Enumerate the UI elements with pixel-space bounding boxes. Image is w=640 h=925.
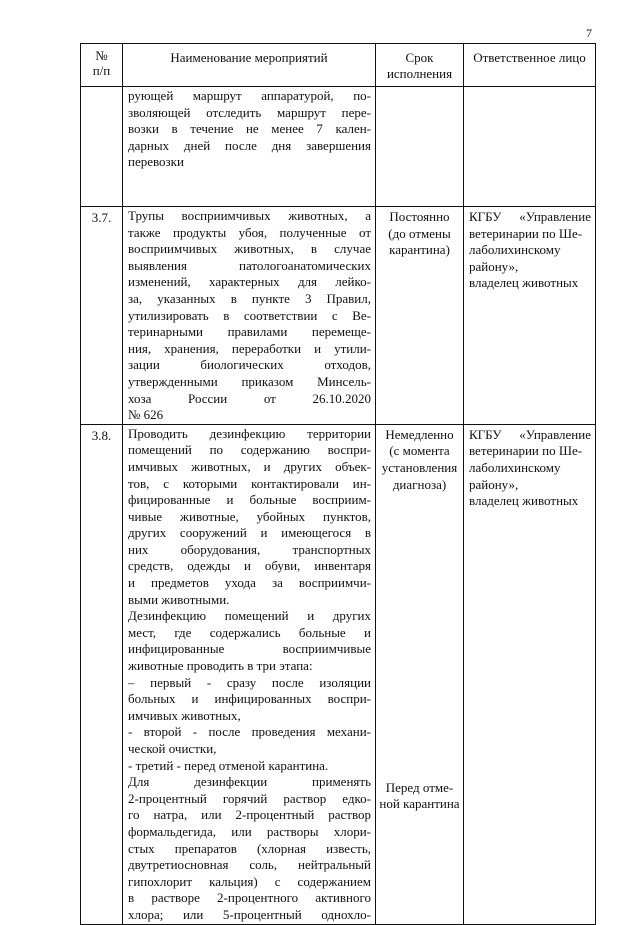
text-line: зволяющей отследить маршрут пере- — [128, 104, 371, 120]
text-line: формальдегида, или растворы хлори- — [128, 823, 371, 839]
row-responsible — [464, 424, 596, 924]
resp-line: ветеринарии по Ше- — [469, 225, 583, 241]
term-line: ной карантина — [379, 796, 460, 812]
text-line: других сооружений и имеющегося в — [128, 525, 371, 541]
table-row — [81, 207, 596, 425]
text-line: перевозки — [128, 154, 184, 170]
term-line: карантина) — [389, 242, 450, 258]
term-before-lifting — [376, 780, 463, 813]
term-line: (до отмены — [388, 225, 451, 241]
resp-line: ветеринарии по Ше- — [469, 443, 583, 459]
text-line: также продукты убоя, полученные от — [128, 224, 371, 240]
text-line: теринарными правилами перемеще- — [128, 324, 371, 340]
text-line: ния, хранения, переработки и утили- — [128, 340, 371, 356]
text-line: ческой очистки, — [128, 741, 217, 756]
table-row — [81, 424, 596, 924]
resp-line: КГБУ «Управление — [469, 426, 591, 442]
text-line: помещений по содержанию воспри- — [128, 442, 371, 458]
header-term — [376, 44, 464, 87]
term-line: Перед отме- — [385, 779, 454, 795]
text-line: № 626 — [128, 407, 164, 423]
row-name — [123, 207, 376, 425]
table-row — [81, 87, 596, 207]
text-line: хлора; или 5-процентный однохло- — [128, 906, 371, 922]
row-num: 3.8. — [81, 424, 123, 924]
resp-line: району», — [469, 476, 519, 492]
text-line: гипохлорит кальция) с содержанием — [128, 873, 371, 889]
activities-table — [80, 43, 596, 925]
row-responsible — [464, 87, 596, 207]
text-line: хоза России от 26.10.2020 — [128, 390, 371, 406]
term-line: установления — [381, 459, 458, 475]
text-line: за, указанных в пункте 3 Правил, — [128, 290, 371, 306]
text-line: выми животными. — [128, 591, 230, 607]
resp-line: лаболихинскому — [469, 242, 561, 258]
term-line: Постоянно — [389, 209, 450, 224]
text-line: имчивых животных, — [128, 707, 241, 723]
page-number: 7 — [586, 26, 592, 40]
text-line: изменений, характерных для лейко- — [128, 274, 371, 290]
header-num-label: № п/п — [92, 48, 111, 78]
text-line: выявления патологоанатомических — [128, 257, 371, 273]
row-responsible — [464, 207, 596, 425]
text-line: двутретиосновная соль, нейтральный — [128, 857, 371, 873]
text-line: возки в течение не менее 7 кален- — [128, 121, 371, 137]
text-line: рующей маршрут аппаратурой, по- — [128, 88, 371, 103]
row-num — [81, 87, 123, 207]
row-term — [376, 207, 464, 425]
text-line: стых препаратов (хлорная известь, — [128, 840, 371, 856]
term-line: (с момента — [389, 443, 450, 459]
resp-line: лаболихинскому — [469, 459, 561, 475]
term-line: диагноза) — [392, 476, 447, 492]
text-line: зации биологических отходов, — [128, 357, 371, 373]
text-line: Проводить дезинфекцию территории — [128, 425, 371, 441]
resp-line: району», — [469, 258, 519, 274]
text-line: животные проводить в три этапа: — [128, 658, 313, 674]
row-term — [376, 424, 464, 924]
text-line: утвержденными приказом Минсель- — [128, 373, 371, 389]
text-line: дарных дней после дня завершения — [128, 137, 371, 153]
resp-line: владелец животных — [469, 493, 579, 509]
text-line: них оборудования, транспортных — [128, 541, 371, 557]
text-line: – первый - сразу после изоляции — [128, 674, 371, 690]
text-line: Для дезинфекции применять — [128, 774, 371, 790]
row-name — [123, 424, 376, 924]
text-line: 2-процентный горячий раствор едко- — [128, 790, 371, 806]
row-num: 3.7. — [81, 207, 123, 425]
text-line: Дезинфекцию помещений и других — [128, 608, 371, 624]
term-line: Немедленно — [385, 426, 454, 442]
text-line: мест, где содержались больные и — [128, 624, 371, 640]
text-line: чивые животные, убойных пунктов, — [128, 508, 371, 524]
text-line: утилизировать в соответствии с Ве- — [128, 307, 371, 323]
text-line: инфицированные восприимчивые — [128, 641, 371, 657]
row-name — [123, 87, 376, 207]
text-line: - второй - после проведения механи- — [128, 724, 371, 740]
text-line: фицированные и больные восприим- — [128, 492, 371, 508]
text-line: больных и инфицированных воспри- — [128, 691, 371, 707]
header-num — [81, 44, 123, 87]
text-line: средств, одежды и обуви, инвентаря — [128, 558, 371, 574]
header-name: Наименование мероприятий — [123, 44, 376, 87]
table-header-row — [81, 44, 596, 87]
header-term-label: Срок исполнения — [386, 50, 453, 81]
text-line: тов, с которыми контактировали ин- — [128, 475, 371, 491]
text-line: и предметов ухода за восприимчи- — [128, 575, 371, 591]
resp-line: КГБУ «Управление — [469, 209, 591, 224]
header-responsible: Ответственное лицо — [464, 44, 596, 87]
text-line: в растворе 2-процентного активного — [128, 890, 371, 906]
resp-line: владелец животных — [469, 275, 579, 291]
text-line: Трупы восприимчивых животных, а — [128, 208, 371, 223]
text-line: восприимчивых животных, в случае — [128, 241, 371, 257]
text-line: имчивых животных, и других объек- — [128, 458, 371, 474]
text-line: - третий - перед отменой карантина. — [128, 757, 329, 773]
row-term — [376, 87, 464, 207]
text-line: го натра, или 2-процентный раствор — [128, 807, 371, 823]
